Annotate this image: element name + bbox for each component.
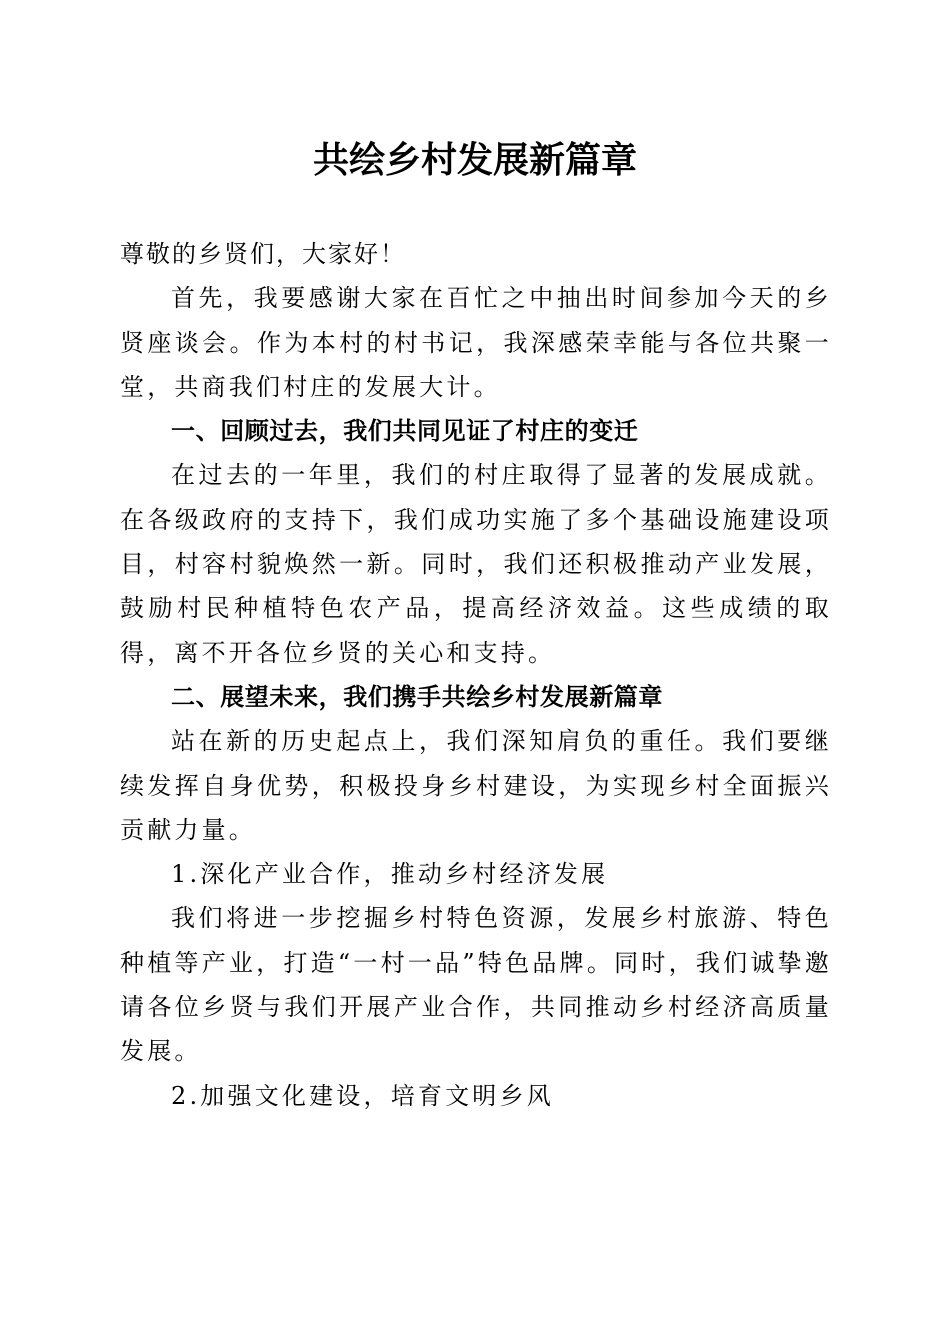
item-1-paragraph: 我们将进一步挖掘乡村特色资源，发展乡村旅游、特色种植等产业，打造“一村一品”特色品牌。同时，我们诚挚邀请各位乡贤与我们开展产业合作，共同推动乡村经济高质量发展。 — [120, 904, 832, 1066]
intro-paragraph: 首先，我要感谢大家在百忙之中抽出时间参加今天的乡贤座谈会。作为本村的村书记，我深感荣幸能与各位共聚一堂，共商我们村庄的发展大计。 — [120, 284, 832, 401]
section-2-heading: 二、展望未来，我们携手共绘乡村发展新篇章 — [171, 682, 663, 711]
document-body — [120, 232, 832, 1118]
section-1-paragraph: 在过去的一年里，我们的村庄取得了显著的发展成就。在各级政府的支持下，我们成功实施了多个基础设施建设项目，村容村貌焕然一新。同时，我们还积极推动产业发展，鼓励村民种植特色农产品，提高经济效益。这些成绩的取得，离不开各位乡贤的关心和支持。 — [120, 461, 832, 667]
item-2-heading: 2.加强文化建设，培育文明乡风 — [171, 1081, 554, 1110]
salutation: 尊敬的乡贤们，大家好！ — [120, 240, 406, 268]
item-1-heading: 1.深化产业合作，推动乡村经济发展 — [171, 860, 609, 889]
section-1-heading: 一、回顾过去，我们共同见证了村庄的变迁 — [171, 417, 639, 446]
section-2-paragraph: 站在新的历史起点上，我们深知肩负的重任。我们要继续发挥自身优势，积极投身乡村建设，为实现乡村全面振兴贡献力量。 — [120, 727, 832, 844]
document-title: 共绘乡村发展新篇章 — [312, 139, 637, 181]
